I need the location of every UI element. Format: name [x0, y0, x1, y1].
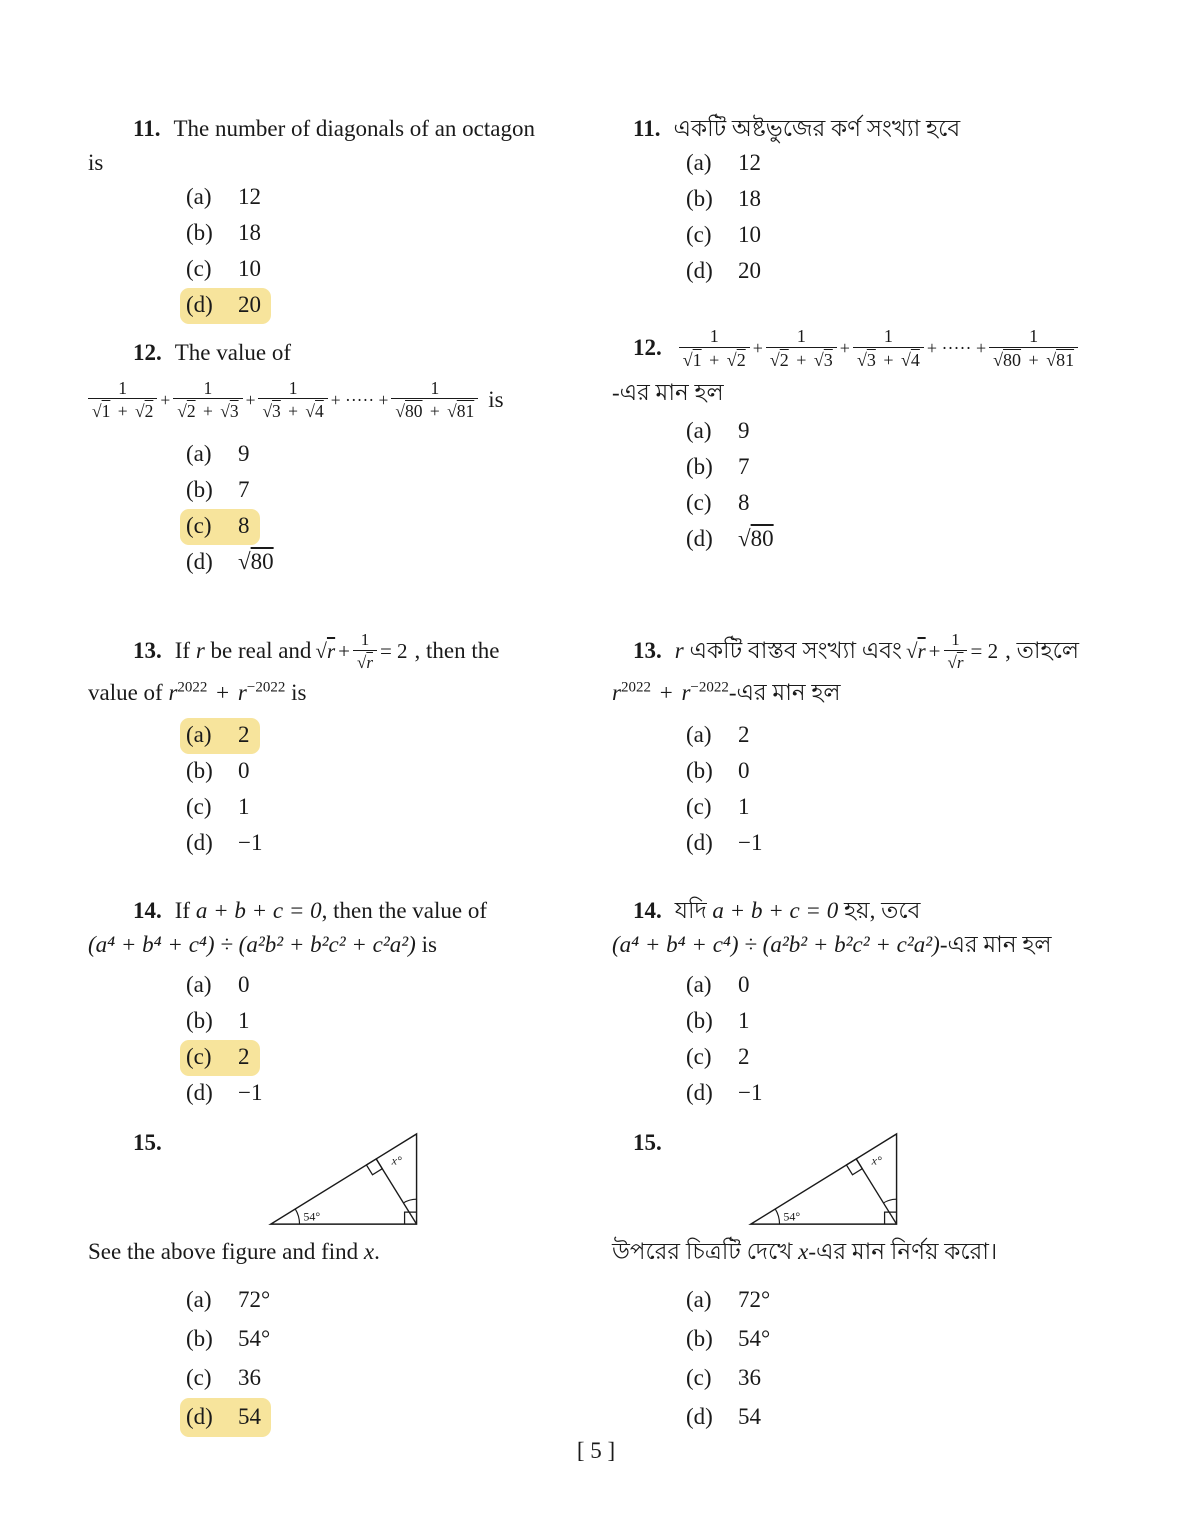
option: [680, 1040, 760, 1076]
option: [180, 252, 271, 288]
option-label: (c): [186, 1044, 212, 1069]
option: [680, 218, 771, 254]
question-11-en: [88, 112, 598, 324]
right-angle-marker-foot: [846, 1159, 862, 1175]
option-row: [186, 437, 598, 473]
radical-icon: √: [447, 401, 457, 422]
option-row: [686, 1359, 1157, 1398]
option-label: (a): [186, 441, 212, 467]
question-number: 14.: [633, 898, 662, 923]
option-value: 18: [738, 186, 761, 211]
options-list: [88, 718, 598, 862]
option: [180, 1040, 260, 1076]
question-number: 13.: [633, 638, 662, 664]
option-label: (d): [186, 1080, 213, 1105]
option-row: [186, 754, 598, 790]
question-text: (a⁴ + b⁴ + c⁴) ÷ (a²b² + b²c² + c²a²) is: [88, 932, 437, 957]
option-value: 10: [238, 256, 261, 281]
option-label: (c): [186, 256, 212, 281]
option-label: (a): [186, 972, 212, 997]
option: [680, 1281, 780, 1320]
option-value: 2: [238, 722, 250, 748]
question-12-en: [88, 336, 598, 581]
option: [680, 968, 760, 1004]
option-value: 12: [738, 150, 761, 175]
option-row: [686, 486, 1157, 522]
option: [680, 1320, 780, 1359]
option-row: [186, 509, 598, 545]
option: [180, 826, 272, 862]
option: [680, 414, 760, 450]
option: [180, 1076, 272, 1112]
option: [680, 254, 771, 290]
option: [680, 718, 760, 754]
option-label: (c): [686, 1365, 712, 1390]
option-value-sqrt: √80: [738, 526, 774, 552]
fraction: $\frac{1}{√2 + √3}$: [173, 378, 242, 421]
question-13-en: [88, 630, 598, 862]
options-list: [612, 146, 1157, 290]
option-row: [186, 1004, 598, 1040]
option-value: 36: [238, 1365, 261, 1390]
option-label: (c): [186, 513, 212, 539]
option-row: [186, 1359, 598, 1398]
option-value: 2: [238, 1044, 250, 1069]
option: [180, 790, 260, 826]
option-label: (c): [686, 222, 712, 247]
option-label: (d): [686, 258, 713, 283]
math-expression: (a⁴ + b⁴ + c⁴) ÷ (a²b² + b²c² + c²a²): [612, 932, 940, 957]
triangle-outline: [751, 1134, 897, 1224]
option-label: (b): [186, 477, 213, 503]
option-label: (b): [686, 186, 713, 211]
option: [180, 216, 271, 252]
option-value: 72°: [238, 1287, 271, 1312]
option-label: (d): [186, 549, 213, 575]
option-value: 0: [238, 972, 250, 997]
option-row: [186, 718, 598, 754]
option-label: (c): [686, 490, 712, 516]
question-14-bn: [612, 894, 1157, 1112]
option-label: (d): [186, 292, 213, 317]
option-value: 54°: [738, 1326, 771, 1351]
series-formula: $\frac{1}{√1 + √2}$ + $\frac{1}{√2 + √3}$ + $\frac{1}{√3 + √4}$ + ····· + $\frac{1}{√80 + √81}$ is: [88, 378, 598, 421]
power-expression: $r^{2022}$: [612, 679, 651, 706]
option-row: [686, 218, 1157, 254]
radical-icon: √: [726, 349, 737, 370]
option-value: 54°: [238, 1326, 271, 1351]
question-text: value of $r^{2022} + r^{-2022}$ is: [88, 679, 307, 706]
option-row: [186, 968, 598, 1004]
radical-icon: √: [92, 401, 102, 422]
fraction: $\frac{1}{√2 + √3}$: [766, 326, 837, 370]
option-row: [686, 1076, 1157, 1112]
option-label: (b): [186, 1326, 213, 1351]
question-number: 15.: [133, 1130, 162, 1155]
series-formula: $\frac{1}{√1 + √2}$ + $\frac{1}{√2 + √3}$ + $\frac{1}{√3 + √4}$ + ····· + $\frac{1}{√80 + √81}$: [679, 326, 1078, 370]
option-row: [686, 146, 1157, 182]
option-value: −1: [238, 1080, 263, 1105]
math-expression: a + b + c = 0: [195, 898, 322, 923]
option: [680, 826, 772, 862]
option-label: (b): [186, 1008, 213, 1033]
question-13-bn: [612, 630, 1157, 862]
option: [180, 473, 260, 509]
option-label: (a): [686, 150, 712, 175]
option-value: 20: [238, 292, 261, 317]
option: [180, 1359, 271, 1398]
question-text: 13. r একটি বাস্তব সংখ্যা এবং √ r + $\frac{1}{√r}$ = 2 , তাহলে: [633, 630, 1079, 672]
option-label: (a): [186, 1287, 212, 1312]
fraction: $\frac{1}{√1 + √2}$: [679, 326, 750, 370]
radical-icon: √: [134, 401, 145, 422]
option-label: (b): [686, 1008, 713, 1033]
question-text: [612, 326, 1157, 370]
fraction: $\frac{1}{√1 + √2}$: [88, 378, 157, 421]
option-value: 12: [238, 184, 261, 209]
option-row: [186, 826, 598, 862]
radical-icon: √: [947, 652, 957, 672]
angle-arc-54: [295, 1209, 299, 1224]
option-label: (c): [686, 1044, 712, 1069]
options-list: [612, 718, 1157, 862]
option-row: [186, 1320, 598, 1359]
question-number: 13.: [133, 638, 162, 664]
triangle-outline: [271, 1134, 417, 1224]
option-label: (d): [686, 1080, 713, 1105]
option-value: 36: [738, 1365, 761, 1390]
question-text: (a⁴ + b⁴ + c⁴) ÷ (a²b² + b²c² + c²a²)-এর মান হল: [612, 932, 1052, 957]
option-value: 7: [238, 477, 250, 503]
option-label: (a): [686, 418, 712, 444]
option-label: (a): [686, 1287, 712, 1312]
radical-icon: √: [769, 349, 780, 370]
options-list: [88, 180, 598, 324]
option-label: (b): [686, 454, 713, 480]
power-expression: $r^{2022}$: [168, 679, 208, 706]
option: [680, 1004, 760, 1040]
option-label: (d): [186, 1404, 213, 1429]
variable: r: [674, 638, 684, 664]
option-value: 10: [738, 222, 761, 247]
option: [180, 545, 284, 581]
suffix-text: is: [488, 386, 504, 412]
option: [180, 288, 271, 324]
option: [680, 1359, 771, 1398]
option-label: (d): [186, 830, 213, 856]
option-label: (a): [686, 722, 712, 748]
fraction: $\frac{1}{√r}$: [944, 630, 968, 672]
option-value: 9: [738, 418, 750, 444]
option-label: (c): [686, 794, 712, 820]
option-row: [686, 754, 1157, 790]
radical-icon: √: [238, 549, 251, 575]
option: [180, 180, 271, 216]
option: [180, 754, 260, 790]
option: [180, 1398, 271, 1437]
radical-icon: √: [356, 652, 367, 672]
option-value: 54: [238, 1404, 261, 1429]
option-row: [186, 790, 598, 826]
option-label: (b): [686, 758, 713, 784]
radical-icon: √: [262, 401, 273, 422]
radical-icon: √: [395, 401, 406, 422]
radical-icon: √: [177, 401, 187, 422]
option: [680, 790, 760, 826]
angle-arc-x: [403, 1199, 416, 1203]
variable: r: [195, 638, 205, 664]
option-value: 0: [738, 972, 750, 997]
option-label: (c): [186, 794, 212, 820]
option-row: [686, 968, 1157, 1004]
option: [680, 182, 771, 218]
option-row: [686, 1004, 1157, 1040]
power-expression: $r^{-2022}$: [681, 679, 729, 706]
question-text: $r^{2022}$ + $r^{-2022}-এর$ মান হল: [612, 679, 841, 706]
angle-arc-54: [775, 1209, 779, 1224]
option: [180, 718, 260, 754]
radical-icon: √: [220, 401, 230, 422]
angle-label-54: 54°: [783, 1209, 801, 1224]
radical-icon: √: [993, 349, 1004, 370]
option-value: 8: [738, 490, 750, 516]
radical-icon: √: [1046, 349, 1057, 370]
option-value: 1: [738, 794, 750, 820]
option-value: 20: [738, 258, 761, 283]
angle-label-x: x°: [391, 1153, 402, 1168]
question-15-en: [88, 1126, 598, 1429]
option-label: (a): [186, 722, 212, 748]
option-row: [686, 182, 1157, 218]
option-value: 54: [738, 1404, 761, 1429]
option-row: [686, 826, 1157, 862]
fraction: $\frac{1}{√80 + √81}$: [391, 378, 478, 421]
option-value: 9: [238, 441, 250, 467]
option-value: 2: [738, 1044, 750, 1069]
radical-icon: √: [315, 639, 327, 664]
radical-icon: √: [900, 349, 911, 370]
question-text: is: [88, 150, 104, 175]
option-value: −1: [738, 830, 763, 856]
option-row: [686, 414, 1157, 450]
question-12-bn: [612, 326, 1157, 558]
option-row: [186, 1281, 598, 1320]
option-value: 72°: [738, 1287, 771, 1312]
fraction: $\frac{1}{√3 + √4}$: [853, 326, 924, 370]
option-row: [686, 254, 1157, 290]
variable: x: [363, 1239, 375, 1264]
page-number: [ 5 ]: [576, 1438, 616, 1463]
question-text: 13. If r be real and √ r + $\frac{1}{√r}$ = 2 , then the: [133, 630, 500, 672]
option-row: [186, 1398, 598, 1437]
option-row: [686, 1281, 1157, 1320]
option-value: 1: [238, 794, 250, 820]
option-value: 18: [238, 220, 261, 245]
option-value: 2: [738, 722, 750, 748]
question-14-en: [88, 894, 598, 1112]
radical-icon: √: [305, 401, 316, 422]
option: [680, 1076, 772, 1112]
question-text: 11. একটি অষ্টভুজের কর্ণ সংখ্যা হবে: [633, 116, 961, 141]
option-label: (d): [686, 526, 713, 552]
angle-arc-x: [883, 1199, 896, 1203]
option-value: 0: [738, 758, 750, 784]
option-value: −1: [738, 1080, 763, 1105]
radical-icon: √: [682, 349, 693, 370]
option-row: [186, 180, 598, 216]
figure-caption: উপরের চিত্রটি দেখে x-এর মান নির্ণয় করো।: [612, 1239, 998, 1264]
option-value: 8: [238, 513, 250, 539]
question-number: 14.: [133, 898, 162, 923]
option: [180, 1281, 280, 1320]
question-15-bn: [612, 1126, 1157, 1429]
option-row: [686, 1040, 1157, 1076]
equation: √ r + $\frac{1}{√r}$ = 2: [315, 630, 408, 672]
radical-icon: √: [813, 349, 824, 370]
question-text: 12. The value of: [133, 340, 291, 365]
question-number: 11.: [633, 116, 661, 141]
power-expression: $r^{-2022}$: [237, 679, 286, 706]
option-label: (c): [186, 1365, 212, 1390]
option-value-sqrt: √80: [238, 549, 274, 575]
option-value: 0: [238, 758, 250, 784]
question-number: 12.: [633, 335, 662, 361]
equation: √ r + $\frac{1}{√r}$ = 2: [905, 630, 999, 672]
angle-label-x: x°: [871, 1153, 882, 1168]
options-list: [88, 968, 598, 1112]
radical-icon: √: [738, 526, 751, 552]
option: [680, 146, 771, 182]
option-label: (b): [186, 758, 213, 784]
option-label: (a): [186, 184, 212, 209]
option-label: (d): [686, 830, 713, 856]
option: [180, 968, 260, 1004]
radical-icon: √: [856, 349, 867, 370]
right-angle-marker-foot: [366, 1159, 382, 1175]
fraction: $\frac{1}{√3 + √4}$: [258, 378, 327, 421]
triangle-figure: [265, 1128, 430, 1232]
options-list: [88, 1281, 598, 1437]
options-list: [612, 968, 1157, 1112]
option-label: (b): [686, 1326, 713, 1351]
option: [180, 1004, 260, 1040]
option: [680, 1398, 771, 1437]
variable: x: [798, 1239, 809, 1264]
question-number: 15.: [633, 1130, 662, 1155]
option-row: [186, 1076, 598, 1112]
option-row: [186, 1040, 598, 1076]
option-row: [686, 718, 1157, 754]
radical-icon: √: [905, 639, 918, 664]
option: [180, 1320, 280, 1359]
question-number: 12.: [133, 340, 162, 365]
option-row: [186, 216, 598, 252]
option: [680, 486, 760, 522]
fraction: $\frac{1}{√r}$: [353, 630, 377, 672]
question-11-bn: [612, 112, 1157, 290]
option-value: 1: [738, 1008, 750, 1033]
option-label: (a): [686, 972, 712, 997]
fraction: $\frac{1}{√80 + √81}$: [989, 326, 1078, 370]
option-value: 1: [238, 1008, 250, 1033]
figure-caption: See the above figure and find x.: [88, 1239, 380, 1264]
options-list: [612, 414, 1157, 558]
math-expression: a + b + c = 0: [712, 898, 839, 923]
option-value: 7: [738, 454, 750, 480]
option-label: (d): [686, 1404, 713, 1429]
options-list: [612, 1281, 1157, 1437]
option: [680, 450, 760, 486]
option-row: [686, 450, 1157, 486]
suffix-text: -এর মান হল: [612, 380, 724, 406]
option-label: (b): [186, 220, 213, 245]
option: [180, 437, 260, 473]
question-number: 11.: [133, 116, 161, 141]
triangle-figure: [745, 1128, 910, 1232]
option: [680, 522, 784, 558]
option-row: [686, 1320, 1157, 1359]
option-row: [686, 1398, 1157, 1437]
question-text: 14. যদি a + b + c = 0 হয়, তবে: [633, 898, 921, 923]
question-text: 14. If a + b + c = 0, then the value of: [133, 898, 488, 923]
option: [680, 754, 760, 790]
option-row: [186, 288, 598, 324]
options-list: [88, 437, 598, 581]
option-row: [186, 473, 598, 509]
option-value: −1: [238, 830, 263, 856]
math-expression: (a⁴ + b⁴ + c⁴) ÷ (a²b² + b²c² + c²a²): [88, 932, 416, 957]
angle-label-54: 54°: [303, 1209, 321, 1224]
option: [180, 509, 260, 545]
option-row: [686, 522, 1157, 558]
option-row: [186, 545, 598, 581]
option-row: [686, 790, 1157, 826]
question-text: 11. The number of diagonals of an octagon: [133, 116, 535, 141]
option-row: [186, 252, 598, 288]
